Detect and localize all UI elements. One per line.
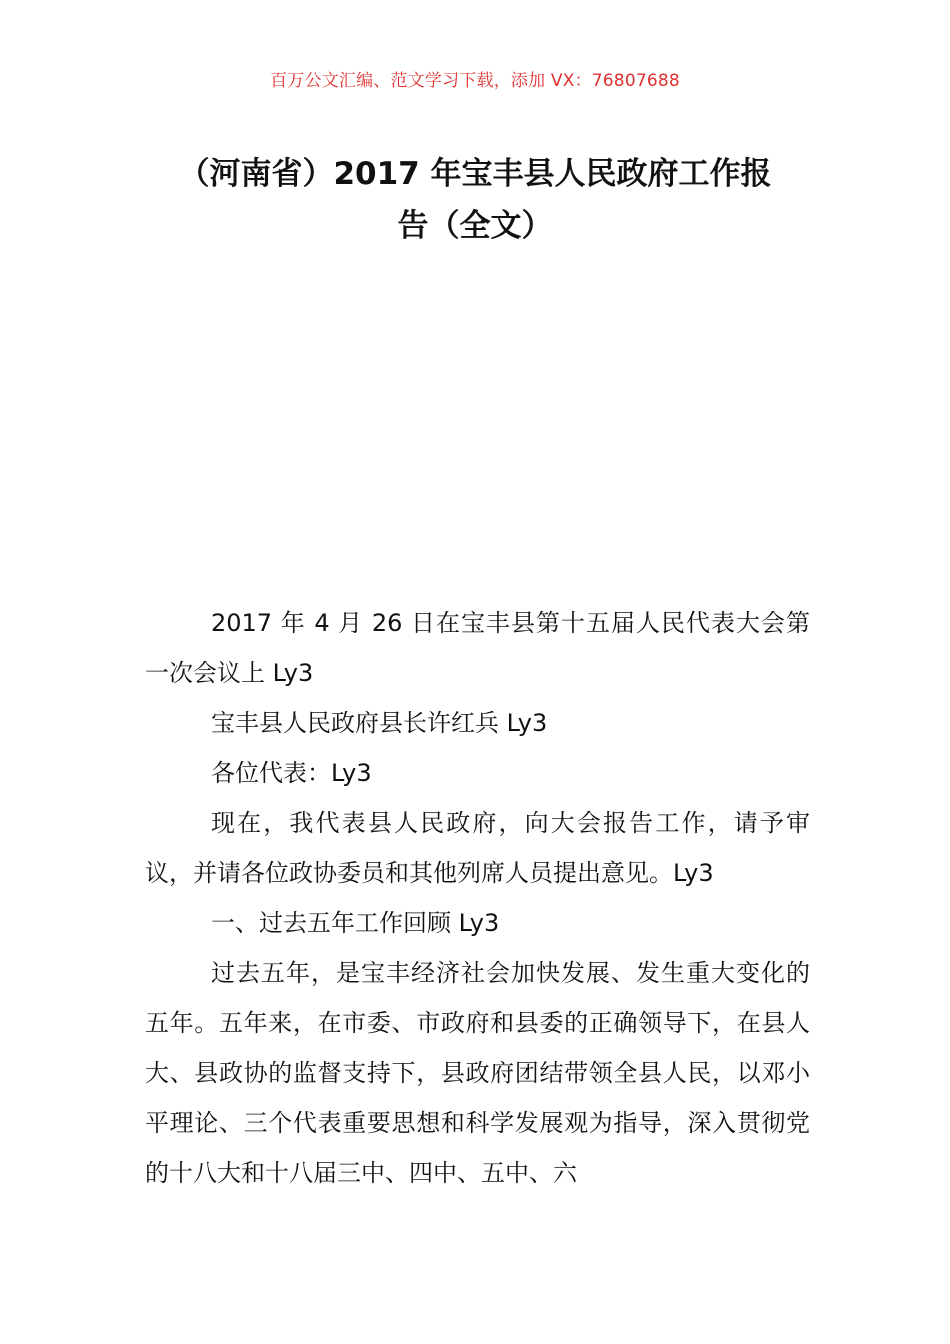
header-watermark-note: 百万公文汇编、范文学习下载，添加 VX：76807688	[270, 71, 680, 91]
document-title	[140, 148, 810, 252]
paragraph-speaker: 宝丰县人民政府县长许红兵 Ly3	[211, 709, 548, 737]
document-title-line-1: （河南省）2017 年宝丰县人民政府工作报	[178, 156, 772, 192]
paragraph-intro: 现在，我代表县人民政府，向大会报告工作，请予审议，并请各位政协委员和其他列席人员提出意见。Ly3	[145, 809, 810, 887]
paragraph-section-heading: 一、过去五年工作回顾 Ly3	[211, 909, 500, 937]
paragraph-salutation: 各位代表：Ly3	[211, 759, 372, 787]
document-title-line-2: 告（全文）	[397, 208, 553, 244]
document-body	[145, 598, 810, 1198]
paragraph-review: 过去五年，是宝丰经济社会加快发展、发生重大变化的五年。五年来，在市委、市政府和县委的正确领导下，在县人大、县政协的监督支持下，县政府团结带领全县人民，以邓小平理论、三个代表重要思想和科学发展观为指导，深入贯彻党的十八大和十八届三中、四中、五中、六	[145, 959, 810, 1187]
paragraph-meeting-info: 2017 年 4 月 26 日在宝丰县第十五届人民代表大会第一次会议上 Ly3	[145, 609, 810, 687]
